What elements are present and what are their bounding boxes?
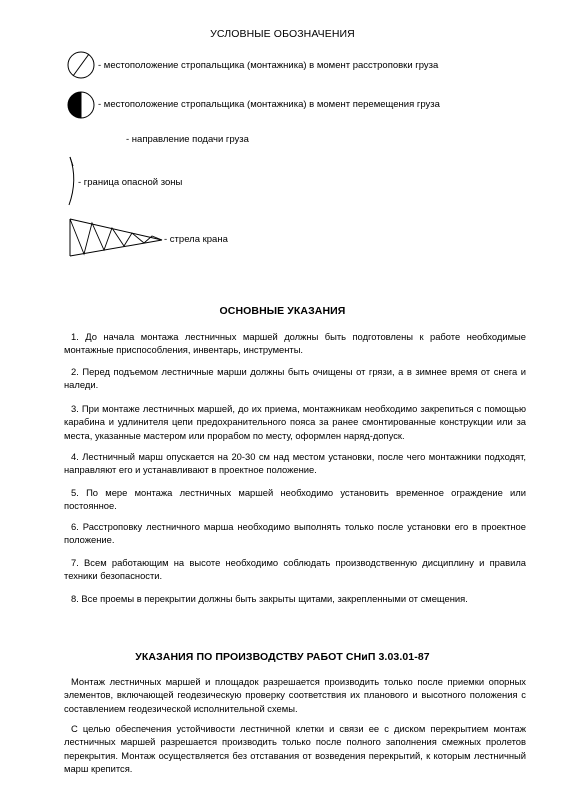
legend-item-danger-zone: - граница опасной зоны xyxy=(78,177,183,188)
instruction-paragraph: 4. Лестничный марш опускается на 20-30 см над местом установки, после чего монтажники подходят, направляют его и устанавливают в проектное положение. xyxy=(64,451,526,476)
legend-item-unslinging: - местоположение стропальщика (монтажника) в момент расстроповки груза xyxy=(98,60,439,71)
snip-paragraph: С целью обеспечения устойчивости лестничной клетки и связи ее с диском перекрытием монтаж лестничных маршей разрешается производить только после полного заполнения смежных пролетов перекрытия. Монтаж осуществляется без отставания от возведения перекрытий, к которым лестничный марш крепится. xyxy=(64,723,526,775)
legend-title: УСЛОВНЫЕ ОБОЗНАЧЕНИЯ xyxy=(210,28,355,40)
worker-moving-load-icon xyxy=(64,90,98,120)
snip-instructions-title: УКАЗАНИЯ ПО ПРОИЗВОДСТВУ РАБОТ СНиП 3.03.01-87 xyxy=(135,651,430,663)
instruction-paragraph: 7. Всем работающим на высоте необходимо соблюдать производственную дисциплину и правила техники безопасности. xyxy=(64,557,526,582)
instruction-paragraph: 5. По мере монтажа лестничных маршей необходимо установить временное ограждение или постоянное. xyxy=(64,487,526,512)
instruction-paragraph: 1. До начала монтажа лестничных маршей должны быть подготовлены к работе необходимые монтажные приспособления, инвентарь, инструменты. xyxy=(64,331,526,356)
legend-item-crane-boom: - стрела крана xyxy=(164,234,228,245)
legend-item-moving-load: - местоположение стропальщика (монтажника) в момент перемещения груза xyxy=(98,99,440,110)
instruction-paragraph: 3. При монтаже лестничных маршей, до их приема, монтажникам необходимо закрепиться с помощью карабина и удлинителя цепи предохранительного пояса за ранее смонтированные конструкции или за места, указанные мастером или прорабом по месту, оформлен наряд-допуск. xyxy=(64,403,526,441)
instruction-paragraph: 2. Перед подъемом лестничные марши должны быть очищены от грязи, а в зимнее время от снега и наледи. xyxy=(64,366,526,391)
snip-paragraph: Монтаж лестничных маршей и площадок разрешается производить только после приемки опорных элементов, включающей геодезическую проверку соответствия их планового и высотного положения с составлением геодезической исполнительной схемы. xyxy=(64,676,526,714)
instruction-paragraph: 8. Все проемы в перекрытии должны быть закрыты щитами, закрепленными от смещения. xyxy=(71,593,468,604)
worker-unslinging-icon xyxy=(64,50,98,80)
legend-item-feed-direction: - направление подачи груза xyxy=(126,134,249,145)
main-instructions-title: ОСНОВНЫЕ УКАЗАНИЯ xyxy=(219,305,346,317)
instruction-paragraph: 6. Расстроповку лестничного марша необходимо выполнять только после установки его в проектное положение. xyxy=(64,521,526,546)
crane-boom-icon xyxy=(66,216,166,260)
